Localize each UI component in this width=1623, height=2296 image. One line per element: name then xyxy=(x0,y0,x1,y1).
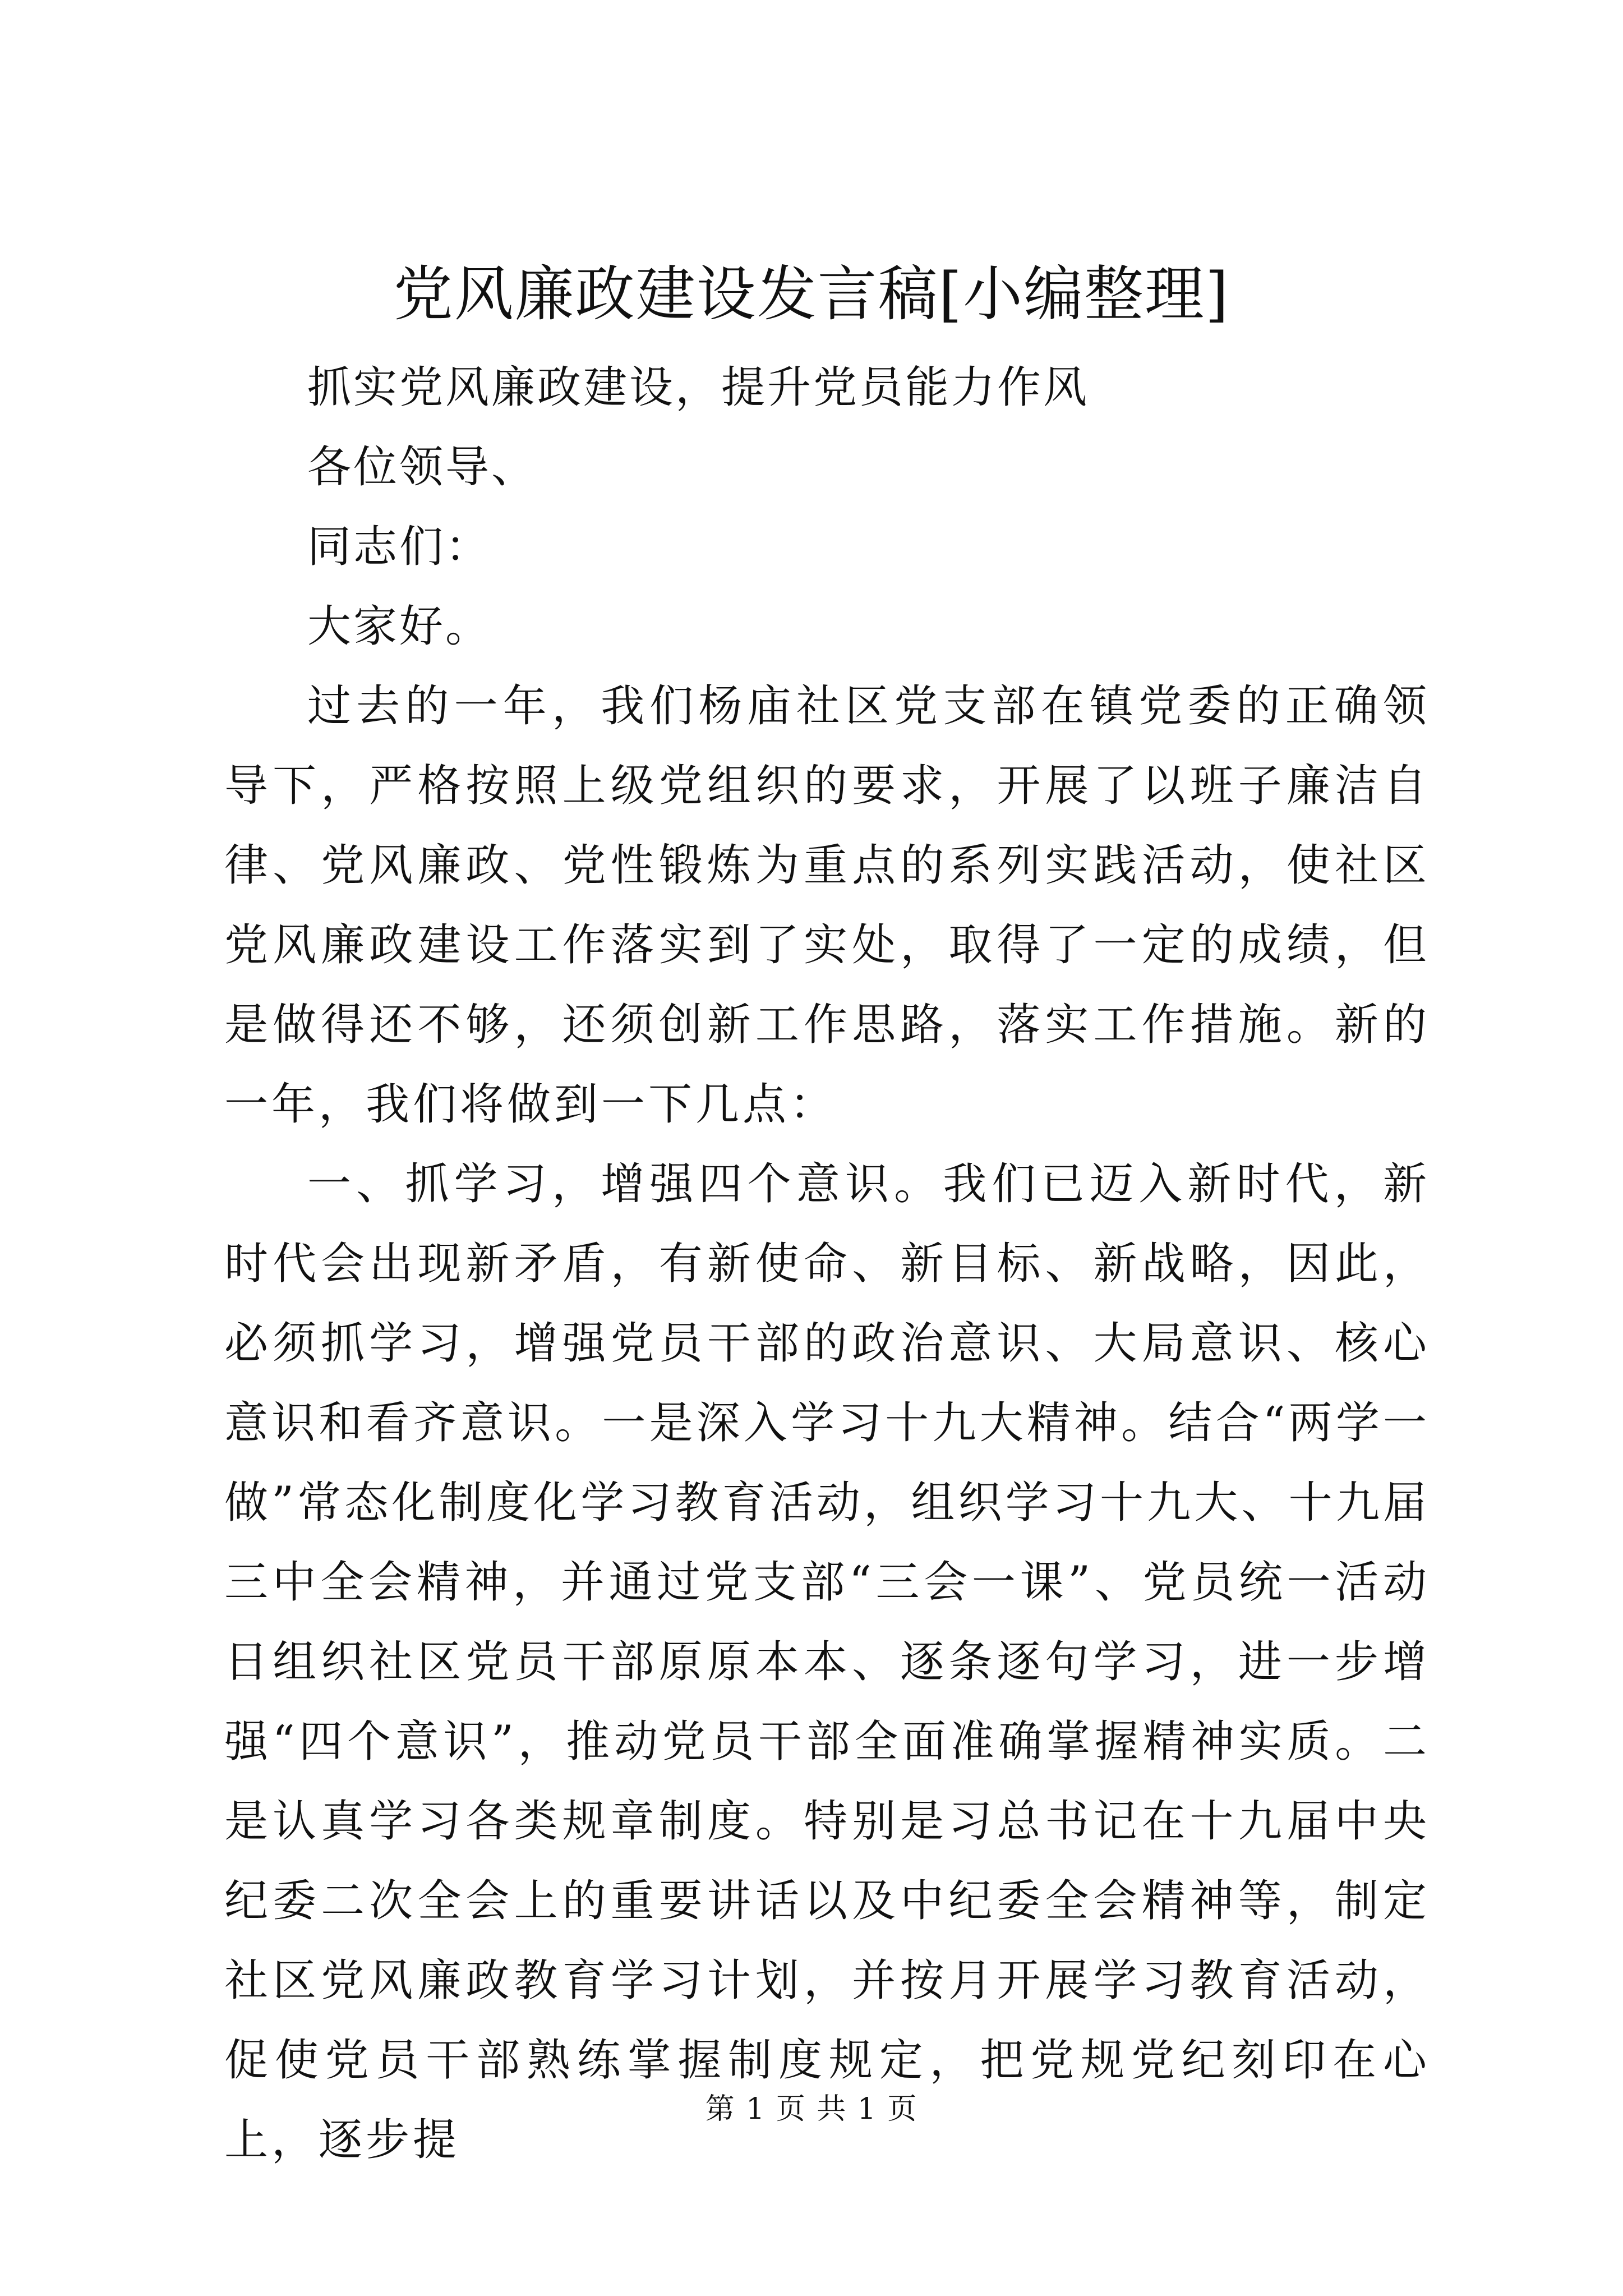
document-body xyxy=(224,348,1430,2180)
paragraph-review: 过去的一年，我们杨庙社区党支部在镇党委的正确领导下，严格按照上级党组织的要求，开展了以班子廉洁自律、党风廉政、党性锻炼为重点的系列实践活动，使社区党风廉政建设工作落实到了实处，取得了一定的成绩，但是做得还不够，还须创新工作思路，落实工作措施。新的一年，我们将做到一下几点： xyxy=(224,681,1430,1130)
greeting-hello: 大家好。 xyxy=(307,601,492,652)
speech-subtitle: 抓实党风廉政建设，提升党员能力作风 xyxy=(307,362,1090,413)
page-footer: 第 1 页 共 1 页 xyxy=(705,2092,918,2126)
greeting-leaders: 各位领导、 xyxy=(307,442,538,493)
greeting-comrades: 同志们： xyxy=(307,522,492,572)
paragraph-study: 一、抓学习，增强四个意识。我们已迈入新时代，新时代会出现新矛盾，有新使命、新目标、新战略，因此，必须抓学习，增强党员干部的政治意识、大局意识、核心意识和看齐意识。一是深入学习十九大精神。结合“两学一做”常态化制度化学习教育活动，组织学习十九大、十九届三中全会精神，并通过党支部“三会一课”、党员统一活动日组织社区党员干部原原本本、逐条逐句学习，进一步增强“四个意识”，推动党员干部全面准确掌握精神实质。二是认真学习各类规章制度。特别是习总书记在十九届中央纪委二次全会上的重要讲话以及中纪委全会精神等，制定社区党风廉政教育学习计划，并按月开展学习教育活动，促使党员干部熟练掌握制度规定，把党规党纪刻印在心上，逐步提 xyxy=(224,1159,1430,2165)
document-title: 党风廉政建设发言稿[小编整理] xyxy=(393,260,1230,329)
